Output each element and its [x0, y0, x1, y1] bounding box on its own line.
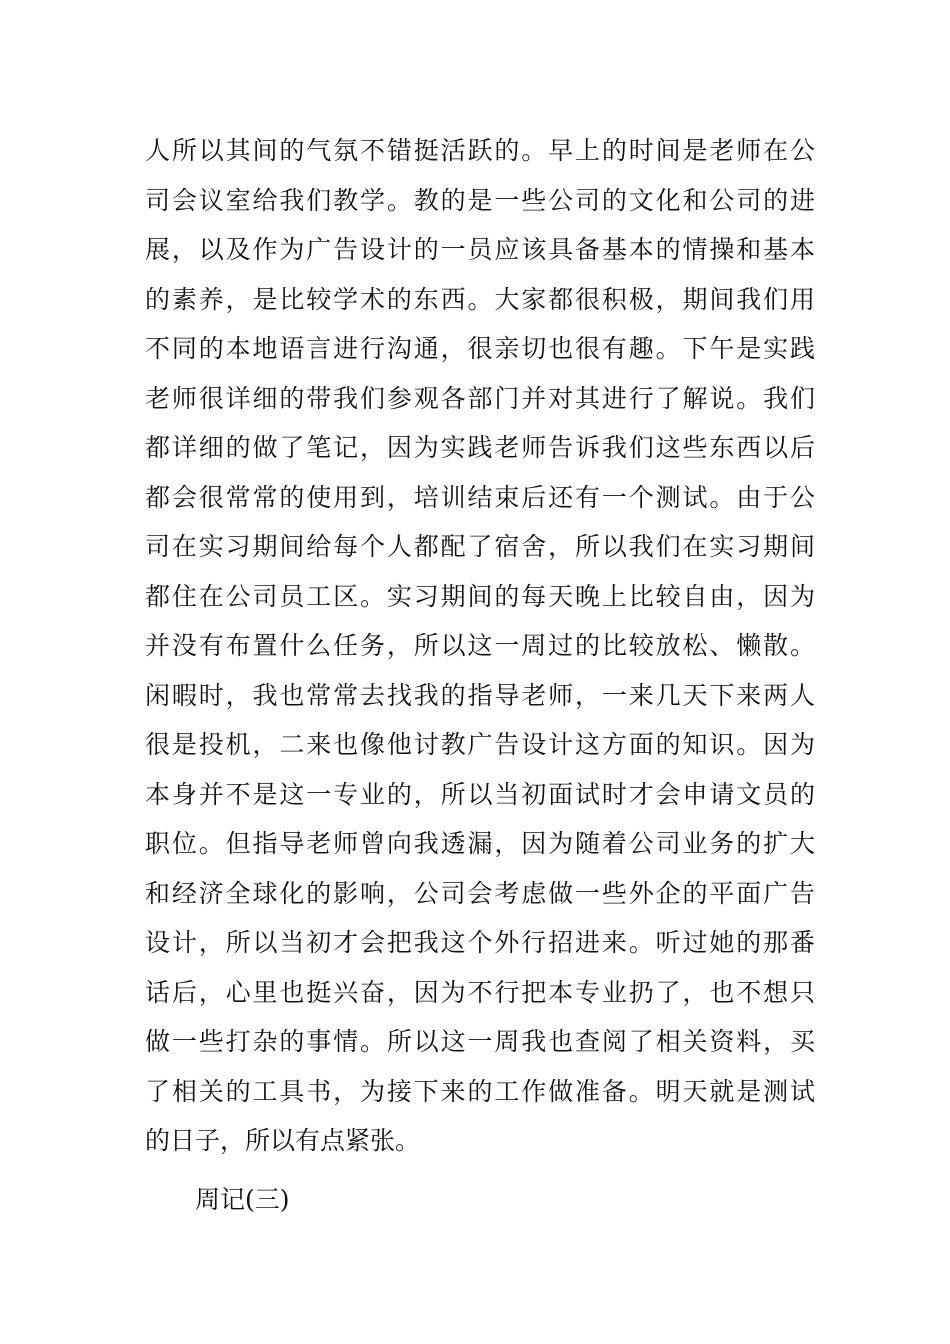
- body-paragraph: [145, 126, 815, 1166]
- text-line: 设计，所以当初才会把我这个外行招进来。听过她的那番: [145, 928, 815, 957]
- section-heading: 周记(三): [195, 1185, 290, 1214]
- text-line: 展，以及作为广告设计的一员应该具备基本的情操和基本: [145, 235, 815, 264]
- text-line: 本身并不是这一专业的，所以当初面试时才会申请文员的: [145, 779, 815, 809]
- text-line: 闲暇时，我也常常去找我的指导老师，一来几天下来两人: [145, 680, 815, 710]
- text-line: 老师很详细的带我们参观各部门并对其进行了解说。我们: [145, 383, 815, 413]
- text-line: 司在实习期间给每个人都配了宿舍，所以我们在实习期间: [145, 532, 815, 561]
- text-line: 话后，心里也挺兴奋，因为不行把本专业扔了，也不想只: [145, 977, 815, 1007]
- text-line: 都会很常常的使用到，培训结束后还有一个测试。由于公: [145, 482, 815, 512]
- text-line: 的素养，是比较学术的东西。大家都很积极，期间我们用: [145, 284, 815, 314]
- text-line: 不同的本地语言进行沟通，很亲切也很有趣。下午是实践: [145, 334, 815, 363]
- text-line: 的日子，所以有点紧张。: [145, 1126, 421, 1155]
- text-line: 并没有布置什么任务，所以这一周过的比较放松、懒散。: [145, 631, 815, 660]
- text-line: 职位。但指导老师曾向我透漏，因为随着公司业务的扩大: [145, 829, 815, 858]
- text-line: 都详细的做了笔记，因为实践老师告诉我们这些东西以后: [145, 433, 815, 462]
- text-line: 人所以其间的气氛不错挺活跃的。早上的时间是老师在公: [145, 136, 815, 165]
- text-line: 都住在公司员工区。实习期间的每天晚上比较自由，因为: [145, 581, 815, 611]
- text-line: 司会议室给我们教学。教的是一些公司的文化和公司的进: [145, 185, 815, 215]
- text-line: 做一些打杂的事情。所以这一周我也查阅了相关资料，买: [145, 1027, 815, 1056]
- text-line: 很是投机，二来也像他讨教广告设计这方面的知识。因为: [145, 730, 815, 759]
- text-line: 和经济全球化的影响，公司会考虑做一些外企的平面广告: [145, 878, 815, 908]
- text-line: 了相关的工具书，为接下来的工作做准备。明天就是测试: [145, 1076, 815, 1106]
